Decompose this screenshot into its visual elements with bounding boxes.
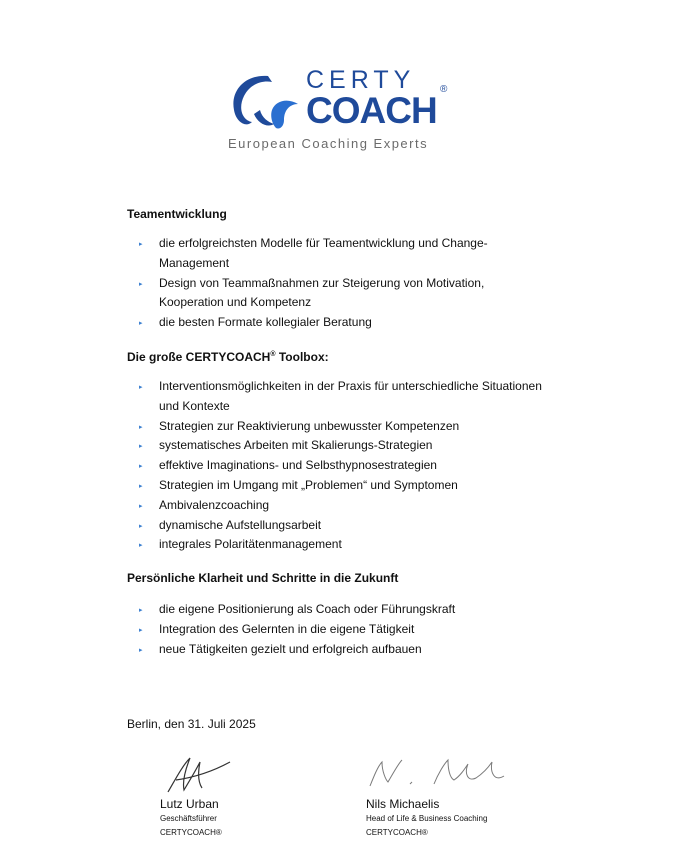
certycoach-logo <box>226 66 466 156</box>
heading-text-suffix: Toolbox: <box>275 350 329 364</box>
arrow-bullet-icon: ▸ <box>139 320 143 328</box>
heading-text: Die große CERTYCOACH <box>127 350 271 364</box>
list-item-text: die erfolgreichsten Modelle für Teamentwicklung und Change-Management <box>159 236 488 270</box>
arrow-bullet-icon: ▸ <box>139 542 143 550</box>
list-item <box>127 535 547 555</box>
list-item <box>127 456 547 476</box>
signature-nils-michaelis <box>364 754 514 790</box>
list-item-text: systematisches Arbeiten mit Skalierungs-Strategien <box>159 438 433 453</box>
list-item-text: neue Tätigkeiten gezielt und erfolgreich aufbauen <box>159 641 422 656</box>
arrow-bullet-icon: ▸ <box>139 646 143 654</box>
list-item <box>127 274 547 314</box>
registered-mark: ® <box>270 351 276 358</box>
signatory-block <box>160 796 222 840</box>
arrow-bullet-icon: ▸ <box>139 384 143 391</box>
logo-word-coach: COACH <box>306 90 437 131</box>
list-item <box>127 377 547 417</box>
list-item-text: Strategien im Umgang mit „Problemen“ und Symptomen <box>159 477 458 492</box>
section-heading: Persönliche Klarheit und Schritte in die Zukunft <box>127 571 399 585</box>
list-item <box>127 620 547 640</box>
arrow-bullet-icon: ▸ <box>139 626 143 634</box>
logo-swirl-icon <box>228 70 310 134</box>
arrow-bullet-icon: ▸ <box>139 241 143 248</box>
list-item <box>127 640 547 660</box>
arrow-bullet-icon: ▸ <box>139 522 143 530</box>
signatory-name: Lutz Urban <box>160 797 219 811</box>
section-list <box>127 377 547 555</box>
signatory-role: Head of Life & Business Coaching <box>366 814 488 823</box>
list-item <box>127 234 547 274</box>
list-item-text: Interventionsmöglichkeiten in der Praxis für unterschiedliche Situationen und Kontexte <box>159 379 542 413</box>
signatory-org: CERTYCOACH® <box>160 828 222 837</box>
arrow-bullet-icon: ▸ <box>139 463 143 471</box>
list-item <box>127 476 547 496</box>
arrow-bullet-icon: ▸ <box>139 280 143 288</box>
section-toolbox <box>127 347 547 555</box>
arrow-bullet-icon: ▸ <box>139 607 143 614</box>
signatory-org: CERTYCOACH® <box>366 828 428 837</box>
list-item-text: die besten Formate kollegialer Beratung <box>159 315 372 330</box>
list-item <box>127 313 547 333</box>
arrow-bullet-icon: ▸ <box>139 502 143 510</box>
date-line: Berlin, den 31. Juli 2025 <box>127 717 256 731</box>
list-item <box>127 516 547 536</box>
list-item-text: effektive Imaginations- und Selbsthypnosestrategien <box>159 458 437 473</box>
list-item-text: dynamische Aufstellungsarbeit <box>159 517 322 532</box>
logo-word-certy: CERTY <box>306 66 416 94</box>
list-item <box>127 600 547 620</box>
list-item-text: Ambivalenzcoaching <box>159 497 270 512</box>
logo-tagline: European Coaching Experts <box>228 136 429 151</box>
signatory-role: Geschäftsführer <box>160 814 217 823</box>
list-item-text: Strategien zur Reaktivierung unbewusster Kompetenzen <box>159 418 460 433</box>
section-heading <box>127 347 547 365</box>
arrow-bullet-icon: ▸ <box>139 443 143 451</box>
list-item-text: die eigene Positionierung als Coach oder Führungskraft <box>159 602 456 616</box>
section-list <box>127 600 547 659</box>
list-item <box>127 436 547 456</box>
signatory-block <box>366 796 487 840</box>
list-item <box>127 496 547 516</box>
arrow-bullet-icon: ▸ <box>139 482 143 490</box>
section-persoenliche-klarheit <box>127 570 547 659</box>
section-heading: Teamentwicklung <box>127 207 227 221</box>
list-item-text: Integration des Gelernten in die eigene Tätigkeit <box>159 621 415 636</box>
arrow-bullet-icon: ▸ <box>139 423 143 431</box>
list-item-text: integrales Polaritätenmanagement <box>159 537 342 552</box>
logo-registered-mark: ® <box>440 84 448 95</box>
signature-lutz-urban <box>160 752 240 796</box>
list-item <box>127 417 547 437</box>
signatory-name: Nils Michaelis <box>366 797 440 811</box>
section-teamentwicklung <box>127 206 547 333</box>
list-item-text: Design von Teammaßnahmen zur Steigerung von Motivation, Kooperation und Kompetenz <box>159 275 485 310</box>
section-list <box>127 234 547 333</box>
